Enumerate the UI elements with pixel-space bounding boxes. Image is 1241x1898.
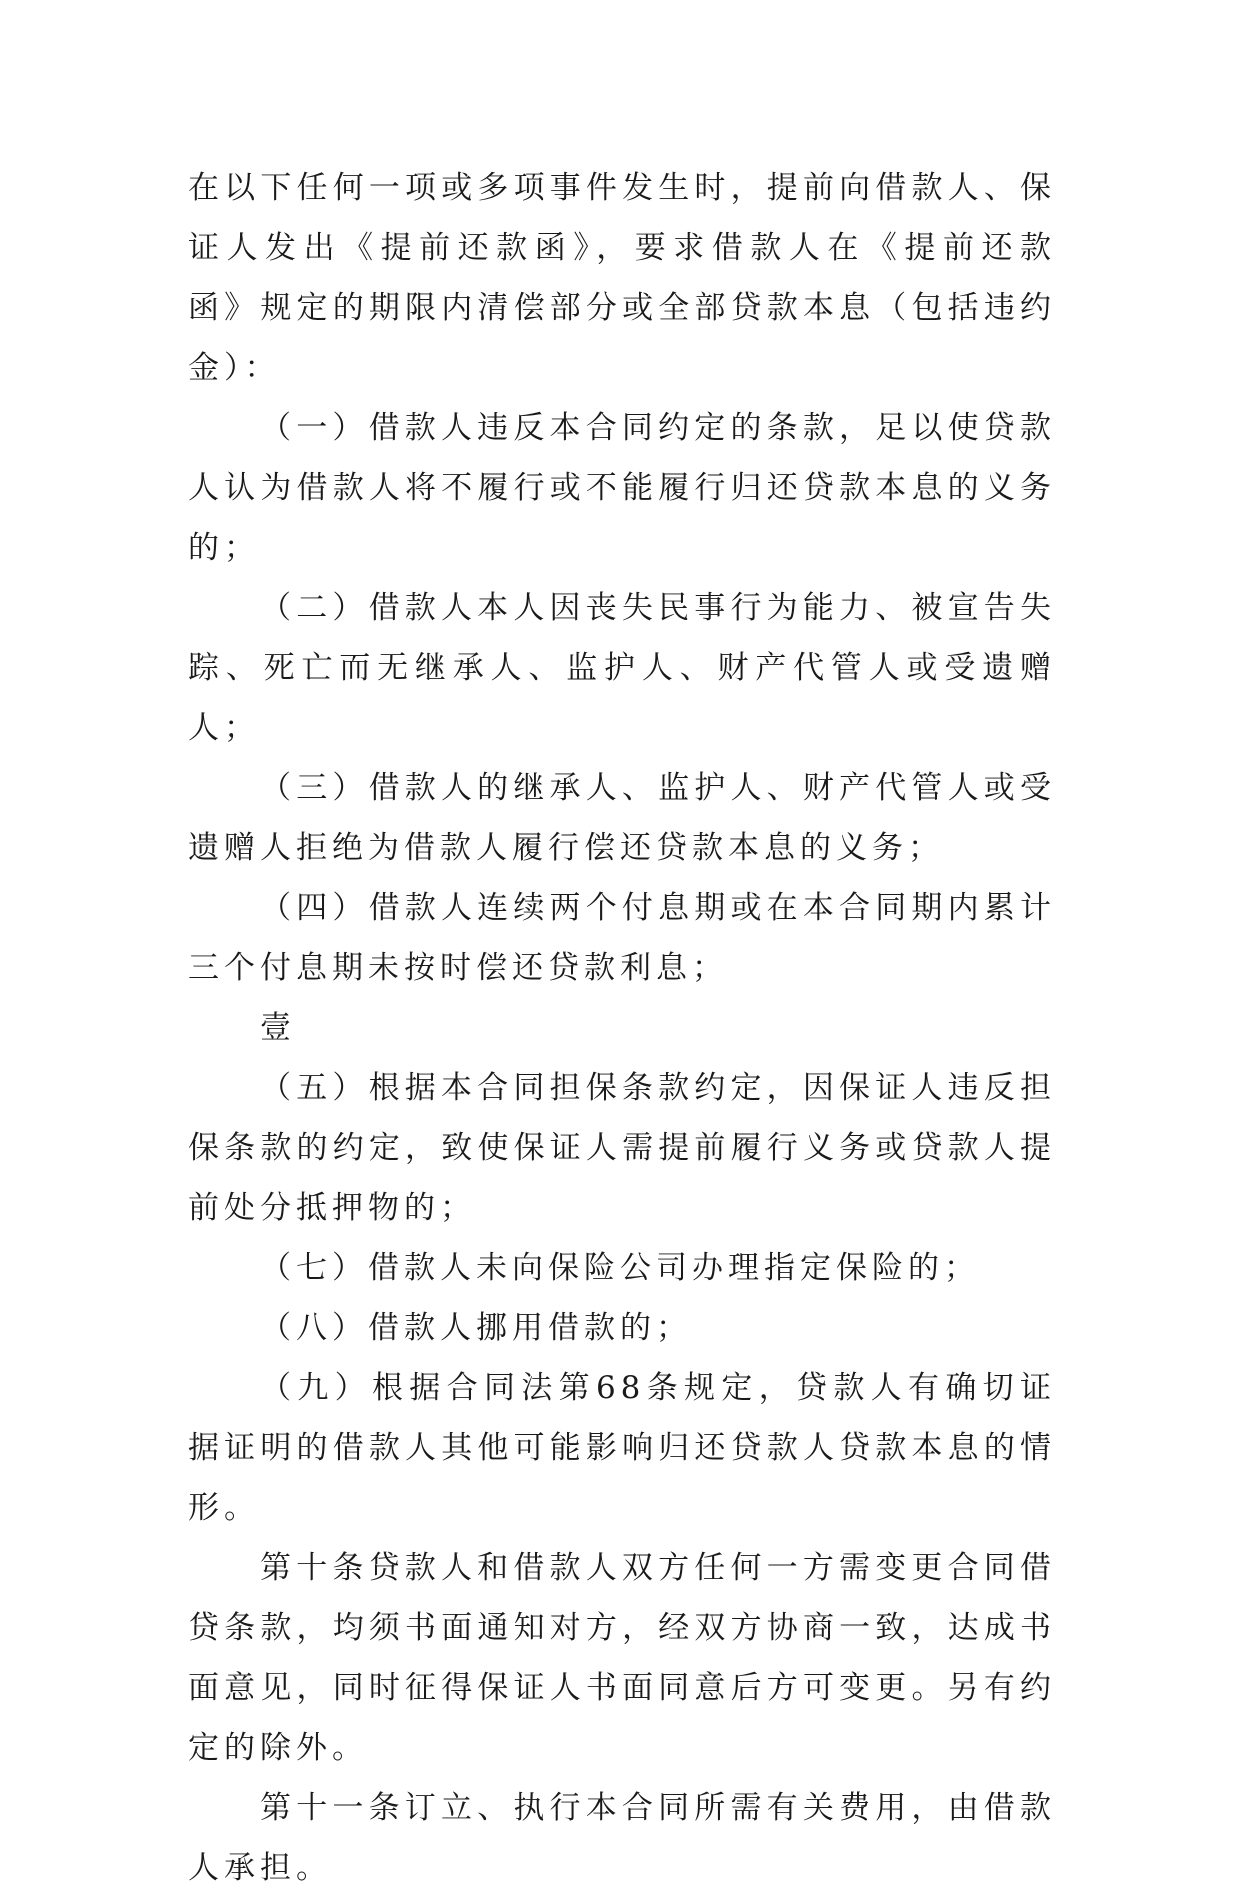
clause-item-8: （八）借款人挪用借款的； — [260, 1310, 692, 1346]
article-10: 第十条贷款人和借款人双方任何一方需变更合同借贷条款，均须书面通知对方，经双方协商一致，达成书面意见，同时征得保证人书面同意后方可变更。另有约定的除外。 — [188, 1550, 1056, 1766]
clause-item-5: （五）根据本合同担保条款约定，因保证人违反担保条款的约定，致使保证人需提前履行义务或贷款人提前处分抵押物的； — [188, 1070, 1056, 1226]
article-11: 第十一条订立、执行本合同所需有关费用，由借款人承担。 — [188, 1790, 1056, 1886]
clause-item-7: （七）借款人未向保险公司办理指定保险的； — [260, 1250, 980, 1286]
clause-item-9: （九）根据合同法第68条规定，贷款人有确切证据证明的借款人其他可能影响归还贷款人贷款本息的情形。 — [188, 1370, 1056, 1526]
clause-item-1: （一）借款人违反本合同约定的条款，足以使贷款人认为借款人将不履行或不能履行归还贷款本息的义务的； — [188, 410, 1056, 566]
stray-character: 壹 — [260, 1010, 296, 1046]
document-body — [188, 158, 1056, 1898]
clause-item-3: （三）借款人的继承人、监护人、财产代管人或受遗赠人拒绝为借款人履行偿还贷款本息的义务； — [188, 770, 1056, 866]
clause-item-4: （四）借款人连续两个付息期或在本合同期内累计三个付息期未按时偿还贷款利息； — [188, 890, 1056, 986]
clause-item-2: （二）借款人本人因丧失民事行为能力、被宣告失踪、死亡而无继承人、监护人、财产代管人或受遗赠人； — [188, 590, 1056, 746]
paragraph-intro: 在以下任何一项或多项事件发生时，提前向借款人、保证人发出《提前还款函》，要求借款人在《提前还款函》规定的期限内清偿部分或全部贷款本息（包括违约金）： — [188, 170, 1056, 386]
